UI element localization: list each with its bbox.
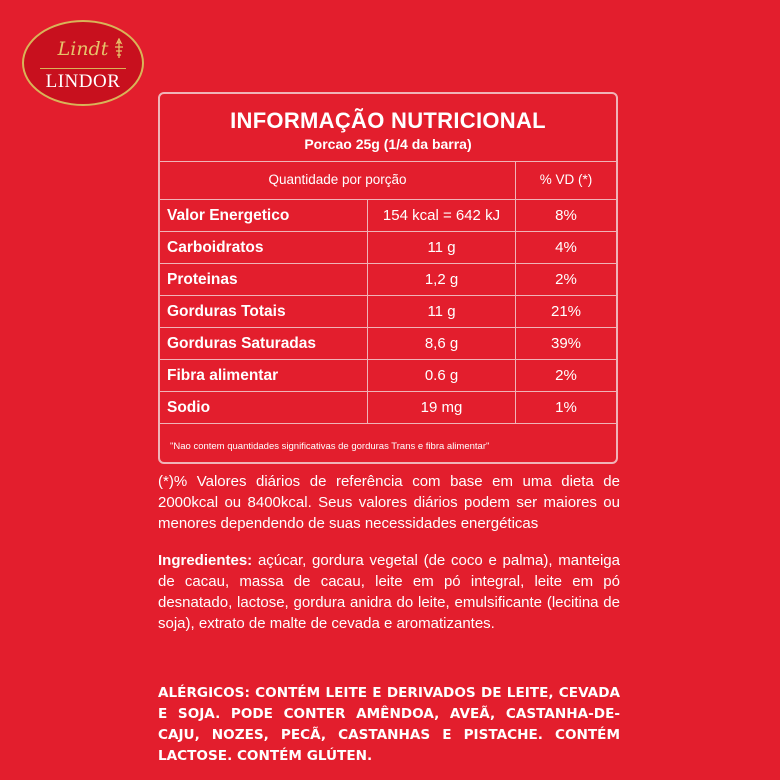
nutrient-name: Fibra alimentar [167, 367, 279, 384]
allergens-warning: ALÉRGICOS: CONTÉM LEITE E DERIVADOS DE LEITE, CEVADA E SOJA. PODE CONTER AMÊNDOA, AVEÃ, CASTANHA-DE-CAJU, NOZES, PECÃ, CASTANHAS E PISTACHE. CONTÉM LACTOSE. CONTÉM GLÚTEN. [158, 685, 620, 764]
nutrient-name: Valor Energetico [167, 207, 290, 224]
nutrient-dv: 39% [550, 335, 582, 352]
ingredients-text: açúcar, gordura vegetal (de coco e palma), manteiga de cacau, massa de cacau, leite em pó integral, leite em pó desnatado, lactose, gordura anidra do leite, emulsificante (lecitina de soja), extrato de malte de cevada e aromatizantes. [158, 552, 620, 632]
logo-name: LINDOR [45, 71, 121, 92]
nutrient-dv: 2% [555, 271, 577, 288]
nutrient-amount: 1,2 g [424, 271, 459, 288]
logo-script: Lindt [57, 38, 109, 60]
trans-fat-note: "Nao contem quantidades significativas de gorduras Trans e fibra alimentar" [170, 441, 490, 452]
logo-crest-icon [112, 38, 126, 60]
serving-size: Porcao 25g (1/4 da barra) [304, 136, 472, 152]
header-quantity: Quantidade por porção [268, 172, 407, 187]
logo-divider [40, 68, 126, 69]
ingredients-label: Ingredientes: [158, 552, 253, 569]
nutrition-title: INFORMAÇÃO NUTRICIONAL [230, 108, 546, 133]
nutrition-facts-panel [158, 92, 618, 464]
nutrient-name: Sodio [167, 399, 211, 416]
nutrient-dv: 8% [555, 207, 577, 224]
nutrient-amount: 154 kcal = 642 kJ [382, 207, 501, 224]
nutrient-name: Carboidratos [167, 239, 264, 256]
nutrient-dv: 21% [550, 303, 582, 320]
nutrient-dv: 2% [555, 367, 577, 384]
nutrient-amount: 11 g [427, 303, 456, 320]
header-dv: % VD (*) [539, 172, 593, 187]
nutrient-amount: 19 mg [420, 399, 463, 416]
nutrient-name: Gorduras Totais [167, 303, 286, 320]
nutrient-name: Gorduras Saturadas [167, 335, 317, 352]
nutrient-amount: 11 g [427, 239, 456, 256]
daily-values-note: (*)% Valores diários de referência com base em uma dieta de 2000kcal ou 8400kcal. Seus valores diários podem ser maiores ou menores dependendo de suas necessidades energéticas [158, 473, 620, 532]
nutrient-name: Proteinas [167, 271, 238, 288]
nutrient-amount: 8,6 g [424, 335, 459, 352]
brand-logo [22, 20, 144, 106]
nutrient-dv: 4% [555, 239, 577, 256]
nutrient-amount: 0.6 g [424, 367, 459, 384]
ingredients [158, 550, 620, 634]
nutrient-dv: 1% [555, 399, 577, 416]
